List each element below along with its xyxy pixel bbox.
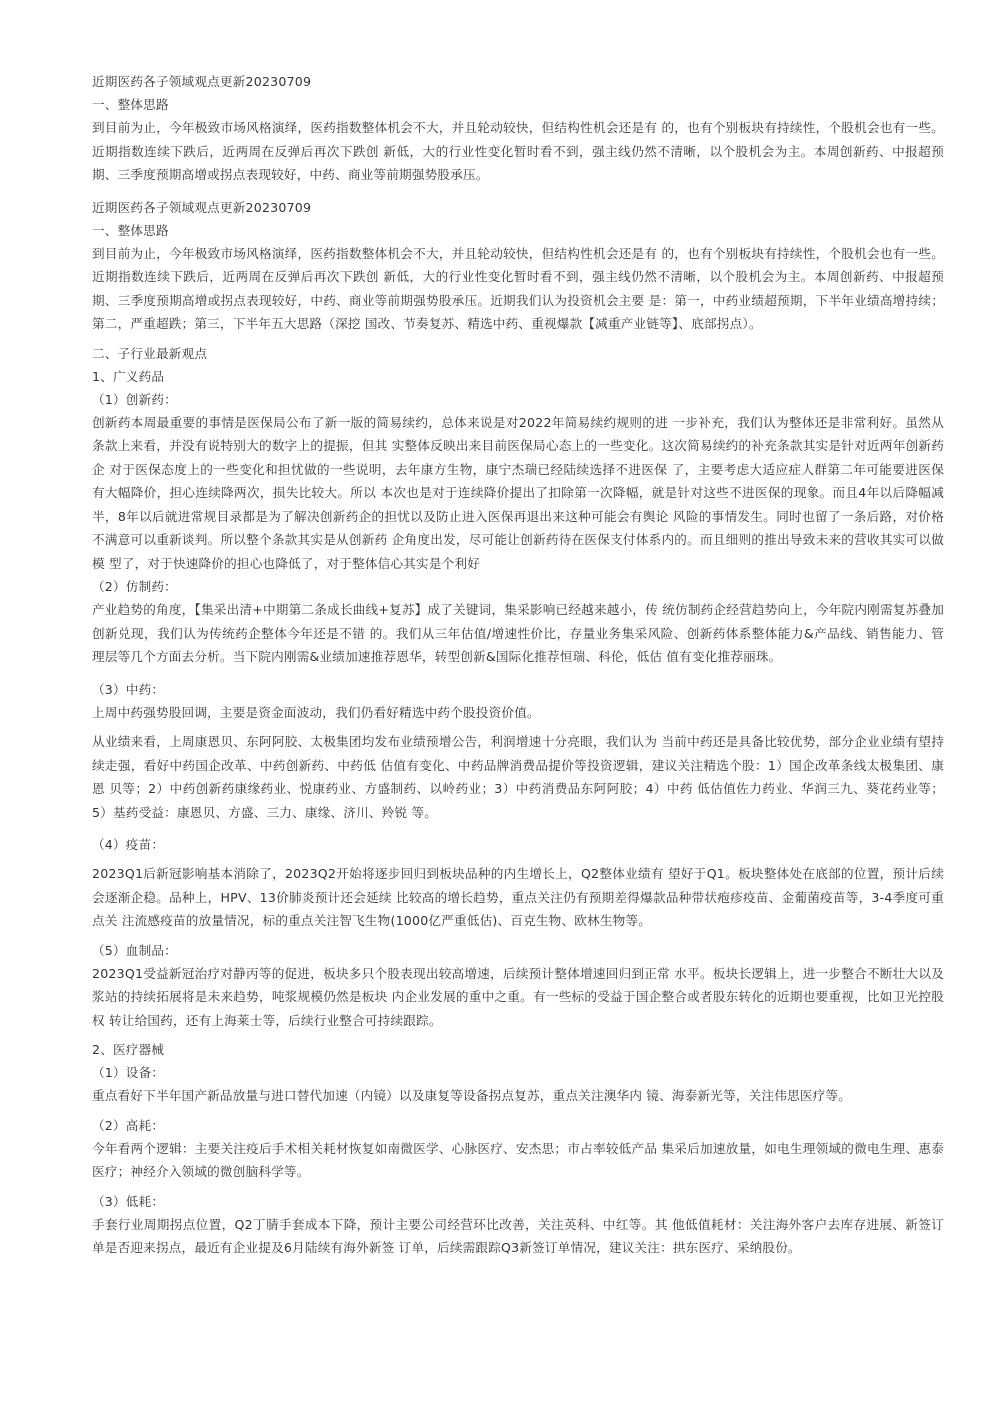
paragraph: 产业趋势的角度，【集采出清+中期第二条成长曲线+复苏】成了关键词，集采影响已经越来越小，传 统仿制药企经营趋势向上，今年院内刚需复苏叠加创新兑现，我们认为传统药企整体今年还是不错 的。我们从三年估值/增速性价比，存量业务集采风险、创新药体系整体能力&产品线、销售能力、管 理层等几个方面去分析。当下院内刚需&业绩加速推荐恩华，转型创新&国际化推荐恒瑞、科伦，低估 值有变化推荐丽珠。 [92,602,944,664]
paragraph: 手套行业周期拐点位置，Q2丁腈手套成本下降，预计主要公司经营环比改善，关注英科、中红等。其 他低值耗材：关注海外客户去库存进展、新签订单是否迎来拐点，最近有企业提及6月陆续有海外新签 订单，后续需跟踪Q3新签订单情况，建议关注：拱东医疗、采纳股份。 [92,1216,944,1255]
paragraph: 2023Q1后新冠影响基本消除了，2023Q2开始将逐步回归到板块品种的内生增长上，Q2整体业绩有 望好于Q1。板块整体处在底部的位置，预计后续会逐渐企稳。品种上，HPV、13价肺炎预计还会延续 比较高的增长趋势，重点关注仍有预期差得爆款品种带状疱疹疫苗、金葡菌疫苗等，3-4季度可重点关 注流感疫苗的放量情况，标的重点关注智飞生物(1000亿严重低估)、百克生物、欧林生物等。 [92,866,944,928]
subsection-heading: 1、广义药品 [92,368,165,384]
item-label: （5）血制品： [92,942,177,958]
paragraph: 重点看好下半年国产新品放量与进口替代加速（内镜）以及康复等设备拐点复苏，重点关注澳华内 镜、海泰新光等，关注伟思医疗等。 [92,1088,852,1103]
item-label: （2）高耗： [92,1117,165,1133]
paragraph: 上周中药强势股回调，主要是资金面波动，我们仍看好精选中药个股投资价值。 [92,704,540,720]
paragraph: 到目前为止，今年极致市场风格演绎，医药指数整体机会不大，并且轮动较快，但结构性机会还是有 的，也有个别板块有持续性，个股机会也有一些。近期指数连续下跌后，近两周在反弹后再次下跌创 新低，大的行业性变化暂时看不到，强主线仍然不清晰，以个股机会为主。本周创新药、中报超预 期、三季度预期高增或拐点表现较好，中药、商业等前期强势股承压。近期我们认为投资机会主要 是：第一，中药业绩超预期，下半年业绩高增持续；第二，严重超跌；第三，下半年五大思路（深挖 国改、节奏复苏、精选中药、重视爆款【减重产业链等】、底部拐点）。 [92,245,944,331]
item-label: （3）低耗： [92,1193,165,1209]
paragraph: 今年看两个逻辑：主要关注疫后手术相关耗材恢复如南微医学、心脉医疗、安杰思；市占率较低产品 集采后加速放量，如电生理领域的微电生理、惠泰医疗；神经介入领域的微创脑科学等。 [92,1140,944,1179]
item-label: （2）仿制药： [92,579,177,594]
item-label: （1）创新药： [92,391,177,407]
paragraph: 从业绩来看，上周康恩贝、东阿阿胶、太极集团均发布业绩预增公告，利润增速十分亮眼，我们认为 当前中药还是具备比较优势，部分企业业绩有望持续走强，看好中药国企改革、中药创新药、中药低 估值有变化、中药品牌消费品提价等投资逻辑，建议关注精选个股：1）国企改革条线太极集团、康恩 贝等；2）中药创新药康缘药业、悦康药业、方盛制药、以岭药业；3）中药消费品东阿阿胶；4）中药 低估值佐力药业、华润三九、葵花药业等；5）基药受益：康恩贝、方盛、三力、康缘、济川、羚锐 等。 [92,734,944,820]
paragraph: 创新药本周最重要的事情是医保局公布了新一版的简易续约，总体来说是对2022年简易续约规则的进 一步补充，我们认为整体还是非常利好。虽然从条款上来看，并没有说特别大的数字上的提振，但其 实整体反映出来目前医保局心态上的一些变化。这次简易续约的补充条款其实是针对近两年创新药企 对于医保态度上的一些变化和担忧做的一些说明，去年康方生物，康宁杰瑞已经陆续选择不进医保 了，主要考虑大适应症人群第二年可能要进医保有大幅降价，担心连续降两次，损失比较大。所以 本次也是对于连续降价提出了扣除第一次降幅，就是针对这些不进医保的现象。而且4年以后降幅减 半，8年以后就进常规目录都是为了解决创新药企的担忧以及防止进入医保再退出来这种可能会有舆论 风险的事情发生。同时也留了一条后路，对价格不满意可以重新谈判。所以整个条款其实是从创新药 企角度出发，尽可能让创新药待在医保支付体系内的。而且细则的推出导致未来的营收其实可以做模 型了，对于快速降价的担心也降低了，对于整体信心其实是个利好 [92,414,944,571]
item-label: （3）中药： [92,681,165,697]
doc-title: 近期医药各子领域观点更新20230709 [92,74,312,89]
section-heading: 一、整体思路 [92,97,169,112]
section-heading: 一、整体思路 [92,222,169,238]
paragraph: 2023Q1受益新冠治疗对静丙等的促进，板块多只个股表现出较高增速，后续预计整体增速回归到正常 水平。板块长逻辑上，进一步整合不断壮大以及浆站的持续拓展将是未来趋势，吨浆规模仍然是板块 内企业发展的重中之重。有一些标的受益于国企整合或者股东转化的近期也要重视，比如卫光控股权 转让给国药，还有上海莱士等，后续行业整合可持续跟踪。 [92,965,944,1028]
section-heading: 二、子行业最新观点 [92,345,208,361]
subsection-heading: 2、医疗器械 [92,1042,165,1057]
paragraph: 到目前为止，今年极致市场风格演绎，医药指数整体机会不大，并且轮动较快，但结构性机会还是有 的，也有个别板块有持续性，个股机会也有一些。近期指数连续下跌后，近两周在反弹后再次下跌创 新低，大的行业性变化暂时看不到，强主线仍然不清晰，以个股机会为主。本周创新药、中报超预 期、三季度预期高增或拐点表现较好，中药、商业等前期强势股承压。 [92,120,944,182]
document-page [92,70,944,1260]
item-label: （1）设备： [92,1065,165,1080]
item-label: （4）疫苗： [92,837,165,852]
doc-title: 近期医药各子领域观点更新20230709 [92,199,312,215]
